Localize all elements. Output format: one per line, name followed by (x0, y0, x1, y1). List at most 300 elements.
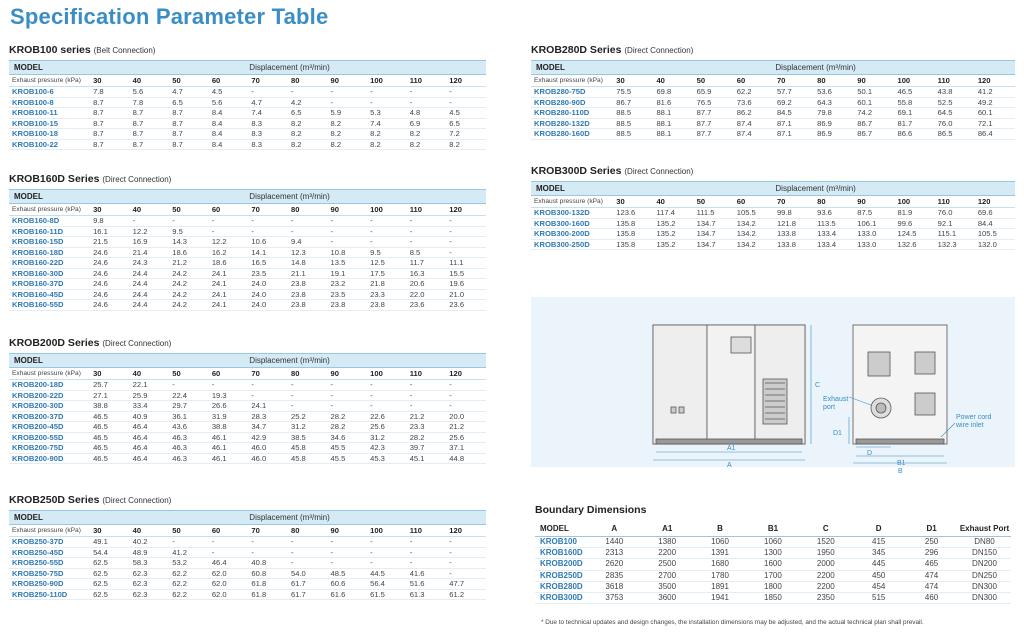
displacement-value: 133.8 (774, 239, 814, 250)
series-name: KROB160D Series (9, 173, 100, 185)
boundary-row (535, 581, 1011, 592)
displacement-value: - (446, 226, 486, 237)
displacement-value: 23.5 (328, 289, 368, 300)
displacement-value: 8.7 (130, 118, 170, 129)
displacement-value: - (446, 568, 486, 579)
table-row (9, 216, 486, 227)
displacement-value: 23.8 (367, 300, 407, 311)
displacement-value: 8.7 (169, 108, 209, 119)
displacement-value: 87.7 (694, 108, 734, 119)
displacement-value: - (407, 216, 447, 227)
exhaust-pressure-label: Exhaust pressure (kPa) (9, 368, 90, 380)
boundary-value: 454 (852, 581, 905, 592)
displacement-value: 9.5 (169, 226, 209, 237)
displacement-value: - (328, 380, 368, 391)
displacement-value: 92.1 (935, 218, 975, 229)
displacement-value: 132.3 (935, 239, 975, 250)
displacement-value: - (248, 226, 288, 237)
displacement-value: 43.8 (935, 87, 975, 98)
displacement-value: 76.0 (935, 118, 975, 129)
displacement-value: 8.3 (248, 129, 288, 140)
displacement-value: 87.5 (854, 208, 894, 219)
displacement-value: - (328, 547, 368, 558)
displacement-value: 46.5 (90, 453, 130, 464)
displacement-value: 23.8 (288, 300, 328, 311)
displacement-value: 12.2 (209, 237, 249, 248)
displacement-value: - (328, 558, 368, 569)
displacement-value: 21.0 (446, 289, 486, 300)
pressure-value: 110 (407, 75, 447, 87)
displacement-value: 15.5 (446, 268, 486, 279)
displacement-value: - (367, 380, 407, 391)
model-name: KROB100-11 (9, 108, 90, 119)
series-connection: (Direct Connection) (102, 175, 172, 184)
displacement-value: 24.3 (130, 258, 170, 269)
table-row (531, 208, 1015, 219)
displacement-value: 6.5 (446, 118, 486, 129)
displacement-value: 135.8 (613, 229, 653, 240)
pressure-value: 60 (209, 204, 249, 216)
displacement-value: 21.8 (367, 279, 407, 290)
displacement-value: 8.4 (209, 129, 249, 140)
displacement-value: 87.4 (734, 129, 774, 140)
boundary-value: 460 (905, 593, 958, 604)
displacement-value: - (407, 390, 447, 401)
displacement-value: 86.7 (854, 118, 894, 129)
displacement-value: 88.1 (653, 129, 693, 140)
displacement-value: 22.1 (130, 380, 170, 391)
displacement-value: 24.2 (169, 268, 209, 279)
boundary-model: KROB280D (535, 581, 588, 592)
displacement-value: - (328, 401, 368, 412)
model-name: KROB160-11D (9, 226, 90, 237)
displacement-value: 124.5 (894, 229, 934, 240)
boundary-value: 1440 (588, 537, 641, 548)
displacement-value: - (367, 97, 407, 108)
displacement-value: 9.5 (367, 247, 407, 258)
pressure-row (9, 75, 486, 87)
spec-table (9, 189, 486, 311)
displacement-value: 134.7 (694, 229, 734, 240)
displacement-value: 86.9 (814, 129, 854, 140)
displacement-value: 79.8 (814, 108, 854, 119)
displacement-value: 41.2 (975, 87, 1015, 98)
displacement-value: 52.5 (935, 97, 975, 108)
pressure-value: 90 (328, 525, 368, 537)
displacement-value: 61.7 (288, 589, 328, 600)
spec-table (9, 353, 486, 464)
boundary-value: 1891 (694, 581, 747, 592)
displacement-value: 24.0 (248, 289, 288, 300)
boundary-header-cell: C (799, 522, 852, 537)
displacement-value: 14.3 (169, 237, 209, 248)
displacement-value: 76.0 (935, 208, 975, 219)
displacement-value: 106.1 (854, 218, 894, 229)
table-row (9, 279, 486, 290)
series-title (9, 172, 486, 186)
boundary-value: 2200 (799, 570, 852, 581)
displacement-value: 8.7 (169, 118, 209, 129)
displacement-value: 62.0 (209, 568, 249, 579)
displacement-value: 134.7 (694, 239, 734, 250)
displacement-value: 132.6 (894, 239, 934, 250)
displacement-value: 24.6 (90, 247, 130, 258)
pressure-value: 50 (694, 75, 734, 87)
displacement-value: 62.2 (169, 579, 209, 590)
table-row (9, 422, 486, 433)
displacement-value: 21.4 (130, 247, 170, 258)
displacement-value: 21.1 (288, 268, 328, 279)
displacement-value: 60.8 (248, 568, 288, 579)
displacement-value: 25.2 (288, 411, 328, 422)
displacement-value: 45.1 (407, 453, 447, 464)
displacement-value: - (446, 97, 486, 108)
boundary-value: DN150 (958, 548, 1011, 559)
displacement-value: 8.7 (90, 129, 130, 140)
displacement-value: - (288, 380, 328, 391)
displacement-value: 7.4 (367, 118, 407, 129)
series-name: KROB300D Series (531, 165, 622, 177)
displacement-value: - (130, 216, 170, 227)
series-title (9, 43, 486, 57)
displacement-value: 8.7 (130, 129, 170, 140)
displacement-value: 6.5 (288, 108, 328, 119)
displacement-value: 23.2 (328, 279, 368, 290)
boundary-value: 2835 (588, 570, 641, 581)
boundary-header-cell: D (852, 522, 905, 537)
displacement-value: 4.2 (288, 97, 328, 108)
displacement-value: - (248, 390, 288, 401)
displacement-value: 28.2 (328, 422, 368, 433)
spec-table (9, 510, 486, 600)
boundary-value: 296 (905, 548, 958, 559)
pressure-value: 80 (288, 368, 328, 380)
spec-table (531, 60, 1015, 140)
displacement-value: 8.2 (367, 139, 407, 150)
displacement-value: 8.4 (209, 108, 249, 119)
boundary-model: KROB250D (535, 570, 588, 581)
displacement-value: 38.8 (90, 401, 130, 412)
model-header: MODEL (9, 61, 90, 75)
displacement-value: 24.4 (130, 300, 170, 311)
boundary-dimensions (535, 504, 1011, 604)
boundary-value: 2620 (588, 559, 641, 570)
displacement-value: - (407, 226, 447, 237)
table-row (9, 432, 486, 443)
pressure-value: 100 (367, 525, 407, 537)
displacement-value: 36.1 (169, 411, 209, 422)
displacement-value: - (288, 558, 328, 569)
model-name: KROB300-132D (531, 208, 613, 219)
displacement-value: - (446, 537, 486, 548)
displacement-value: 10.8 (328, 247, 368, 258)
displacement-value: - (446, 380, 486, 391)
displacement-value: 33.4 (130, 401, 170, 412)
displacement-value: 8.7 (169, 129, 209, 140)
displacement-value: 24.1 (209, 279, 249, 290)
displacement-value: 87.4 (734, 118, 774, 129)
boundary-value: 1780 (694, 570, 747, 581)
displacement-value: 20.6 (407, 279, 447, 290)
displacement-value: 7.2 (446, 129, 486, 140)
displacement-value: 6.9 (407, 118, 447, 129)
displacement-value: 46.4 (130, 432, 170, 443)
displacement-value: 40.8 (248, 558, 288, 569)
displacement-value: 135.2 (653, 239, 693, 250)
boundary-header-cell: Exhaust Port (958, 522, 1011, 537)
displacement-value: - (328, 216, 368, 227)
displacement-value: - (446, 216, 486, 227)
displacement-value: 88.5 (613, 108, 653, 119)
model-header: MODEL (531, 61, 613, 75)
displacement-value: 86.2 (734, 108, 774, 119)
pressure-value: 50 (694, 196, 734, 208)
boundary-value: 1850 (747, 593, 800, 604)
pressure-value: 70 (248, 75, 288, 87)
pressure-value: 40 (130, 368, 170, 380)
dim-a1-label: A1 (727, 445, 736, 452)
displacement-value: 87.1 (774, 118, 814, 129)
displacement-value: 23.3 (367, 289, 407, 300)
pressure-value: 40 (130, 75, 170, 87)
displacement-value: 28.2 (407, 432, 447, 443)
header-row (531, 61, 1015, 75)
table-row (531, 97, 1015, 108)
displacement-value: 46.1 (209, 453, 249, 464)
displacement-value: 58.3 (130, 558, 170, 569)
displacement-value: 61.2 (446, 589, 486, 600)
displacement-value: 9.4 (288, 237, 328, 248)
displacement-value: - (288, 401, 328, 412)
series-title (9, 336, 486, 350)
displacement-value: 46.3 (169, 443, 209, 454)
pressure-value: 80 (814, 196, 854, 208)
displacement-value: 8.7 (90, 139, 130, 150)
displacement-value: 134.2 (734, 229, 774, 240)
displacement-value: 4.7 (169, 87, 209, 98)
displacement-value: 61.6 (328, 589, 368, 600)
pressure-value: 30 (90, 368, 130, 380)
boundary-value: 2700 (641, 570, 694, 581)
displacement-value: 18.6 (169, 247, 209, 258)
pressure-value: 60 (209, 75, 249, 87)
displacement-value: - (446, 247, 486, 258)
displacement-value: - (407, 87, 447, 98)
displacement-value: 134.2 (734, 239, 774, 250)
boundary-value: 1600 (747, 559, 800, 570)
series-connection: (Direct Connection) (102, 339, 172, 348)
displacement-value: 25.6 (367, 422, 407, 433)
displacement-value: 62.2 (734, 87, 774, 98)
displacement-value: - (328, 237, 368, 248)
displacement-value: 23.6 (446, 300, 486, 311)
displacement-value: 86.7 (613, 97, 653, 108)
model-name: KROB300-200D (531, 229, 613, 240)
boundary-header-row (535, 522, 1011, 537)
dim-d1-label: D1 (833, 430, 842, 437)
pressure-value: 110 (935, 196, 975, 208)
displacement-value: - (446, 237, 486, 248)
displacement-value: 8.7 (130, 108, 170, 119)
pressure-value: 30 (613, 75, 653, 87)
displacement-value: 24.0 (248, 279, 288, 290)
model-name: KROB160-37D (9, 279, 90, 290)
spec-table (531, 181, 1015, 250)
series-krob250d (9, 493, 486, 600)
model-name: KROB250-45D (9, 547, 90, 558)
boundary-row (535, 537, 1011, 548)
displacement-header: Displacement (m³/min) (613, 61, 1015, 75)
model-name: KROB200-45D (9, 422, 90, 433)
displacement-value: - (367, 547, 407, 558)
table-row (531, 229, 1015, 240)
table-row (9, 443, 486, 454)
pressure-value: 90 (328, 75, 368, 87)
displacement-value: 8.2 (367, 129, 407, 140)
displacement-header: Displacement (m³/min) (90, 354, 486, 368)
boundary-value: 2350 (799, 593, 852, 604)
displacement-header: Displacement (m³/min) (613, 182, 1015, 196)
displacement-value: - (367, 87, 407, 98)
displacement-value: - (209, 226, 249, 237)
displacement-value: 40.2 (130, 537, 170, 548)
dim-b1-label: B1 (897, 460, 906, 467)
header-row (9, 354, 486, 368)
boundary-value: 3500 (641, 581, 694, 592)
displacement-value: 8.3 (248, 139, 288, 150)
boundary-header-cell: MODEL (535, 522, 588, 537)
table-row (531, 108, 1015, 119)
displacement-value: 105.5 (734, 208, 774, 219)
pressure-value: 60 (209, 525, 249, 537)
displacement-value: 5.9 (328, 108, 368, 119)
boundary-value: 415 (852, 537, 905, 548)
displacement-value: 44.8 (446, 453, 486, 464)
pressure-value: 120 (975, 196, 1015, 208)
displacement-value: 60.1 (854, 97, 894, 108)
boundary-value: 345 (852, 548, 905, 559)
displacement-value: 121.8 (774, 218, 814, 229)
exhaust-pressure-label: Exhaust pressure (kPa) (9, 75, 90, 87)
displacement-value: - (169, 380, 209, 391)
series-title (531, 43, 1015, 57)
displacement-value: 5.6 (130, 87, 170, 98)
displacement-value: 61.5 (367, 589, 407, 600)
boundary-value: DN300 (958, 581, 1011, 592)
table-row (9, 108, 486, 119)
header-row (9, 190, 486, 204)
table-row (9, 118, 486, 129)
table-row (9, 537, 486, 548)
displacement-header: Displacement (m³/min) (90, 190, 486, 204)
model-name: KROB100-18 (9, 129, 90, 140)
series-connection: (Direct Connection) (624, 167, 694, 176)
pressure-row (531, 75, 1015, 87)
displacement-value: 21.5 (90, 237, 130, 248)
displacement-value: 86.6 (894, 129, 934, 140)
boundary-value: 250 (905, 537, 958, 548)
displacement-value: 8.2 (446, 139, 486, 150)
boundary-value: 2500 (641, 559, 694, 570)
displacement-value: 24.1 (248, 401, 288, 412)
boundary-row (535, 570, 1011, 581)
displacement-value: 41.6 (407, 568, 447, 579)
displacement-value: 24.6 (90, 289, 130, 300)
displacement-value: 73.6 (734, 97, 774, 108)
displacement-value: 53.6 (814, 87, 854, 98)
displacement-value: - (248, 87, 288, 98)
header-row (531, 182, 1015, 196)
displacement-value: 37.1 (446, 443, 486, 454)
model-name: KROB100-15 (9, 118, 90, 129)
table-row (9, 289, 486, 300)
displacement-value: 60.1 (975, 108, 1015, 119)
displacement-value: 84.5 (774, 108, 814, 119)
displacement-value: 62.3 (130, 589, 170, 600)
series-connection: (Direct Connection) (102, 496, 172, 505)
table-row (9, 401, 486, 412)
displacement-value: 8.2 (328, 118, 368, 129)
pressure-value: 100 (367, 368, 407, 380)
boundary-value: 3753 (588, 593, 641, 604)
displacement-header: Displacement (m³/min) (90, 61, 486, 75)
displacement-value: 46.1 (209, 443, 249, 454)
pressure-value: 110 (407, 368, 447, 380)
displacement-value: 31.9 (209, 411, 249, 422)
displacement-value: - (367, 216, 407, 227)
displacement-value: 45.5 (328, 453, 368, 464)
model-name: KROB160-22D (9, 258, 90, 269)
displacement-value: 34.6 (328, 432, 368, 443)
model-name: KROB200-37D (9, 411, 90, 422)
model-header: MODEL (9, 354, 90, 368)
displacement-value: 45.3 (367, 453, 407, 464)
displacement-value: - (367, 537, 407, 548)
model-name: KROB160-8D (9, 216, 90, 227)
pressure-value: 70 (774, 75, 814, 87)
exhaust-port-label-1: Exhaust (823, 396, 849, 403)
table-row (9, 237, 486, 248)
table-row (9, 390, 486, 401)
table-row (9, 129, 486, 140)
dim-c-label: C (815, 382, 821, 389)
model-name: KROB250-75D (9, 568, 90, 579)
displacement-value: - (446, 401, 486, 412)
displacement-value: - (328, 390, 368, 401)
series-connection: (Belt Connection) (93, 46, 156, 55)
displacement-value: 72.1 (975, 118, 1015, 129)
displacement-value: 48.9 (130, 547, 170, 558)
table-row (9, 268, 486, 279)
displacement-value: 46.4 (130, 443, 170, 454)
displacement-value: 8.7 (90, 108, 130, 119)
displacement-value: 28.3 (248, 411, 288, 422)
displacement-value: 133.8 (774, 229, 814, 240)
displacement-value: 132.0 (975, 239, 1015, 250)
pressure-row (9, 525, 486, 537)
displacement-value: 61.3 (407, 589, 447, 600)
model-name: KROB160-15D (9, 237, 90, 248)
header-row (9, 511, 486, 525)
displacement-value: 64.3 (814, 97, 854, 108)
displacement-value: 135.8 (613, 239, 653, 250)
boundary-model: KROB100 (535, 537, 588, 548)
displacement-value: 8.2 (288, 139, 328, 150)
boundary-value: 1520 (799, 537, 852, 548)
boundary-value: 1391 (694, 548, 747, 559)
displacement-value: 81.6 (653, 97, 693, 108)
displacement-value: 74.2 (854, 108, 894, 119)
